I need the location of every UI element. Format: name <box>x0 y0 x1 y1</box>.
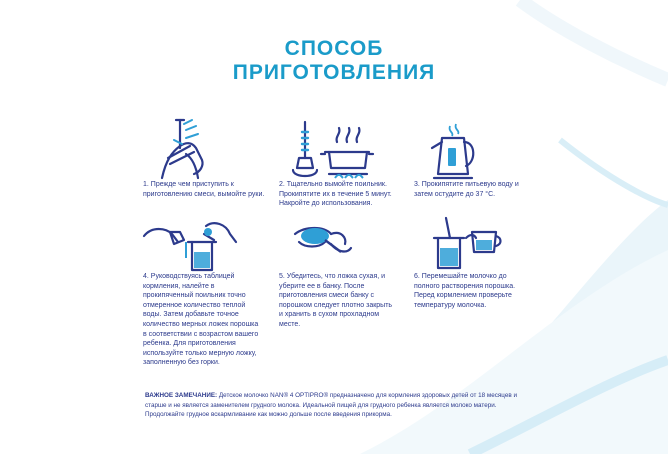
page-title <box>0 37 668 85</box>
step-6-text: 6. Перемешайте молочко до полного растворения порошка. Перед кормлением проверьте температуру молочка. <box>414 273 516 309</box>
step-2-text: 2. Тщательно вымойте поильник. Прокипятите их в течение 5 минут. Накройте до использования. <box>279 181 392 208</box>
bottle-boiling-icon <box>285 118 385 182</box>
important-note-text: Детское молочко NAN® 4 OPTIPRO® предназначено для кормления здоровых детей от 18 месяцев и старше и не является заменителем грудного молока. Идеальной пищей для грудного ребенка является молоко матери. Продолжайте грудное вскармливание как можно дольше после введения прикорма. <box>145 392 517 419</box>
title-line-2: ПРИГОТОВЛЕНИЯ <box>232 61 436 84</box>
kettle-icon <box>410 118 510 182</box>
title-line-1: СПОСОБ <box>284 37 384 60</box>
step-3-text: 3. Прокипятите питьевую воду и затем остудите до 37 °C. <box>414 181 519 198</box>
step-5-text: 5. Убедитесь, что ложка сухая, и уберите ее в банку. После приготовления смеси банку с порошком следует плотно закрыть и хранить в сухом прохладном месте. <box>279 273 393 328</box>
step-1-text: 1. Прежде чем приступить к приготовлению смеси, вымойте руки. <box>143 181 265 198</box>
scoop-icon <box>285 212 385 276</box>
important-note <box>145 391 525 420</box>
step-4-text: 4. Руководствуясь таблицей кормления, налейте в прокипяченный поильник точно отмеренное количество теплой воды. Затем добавьте точное количество мерных ложек порошка в соответствии с возрастом вашего ребенка. Для приготовления используйте только мерную ложку, заполненную без горки. <box>143 273 259 367</box>
pour-water-icon <box>140 212 240 276</box>
mixing-icon <box>410 212 510 276</box>
important-note-label: ВАЖНОЕ ЗАМЕЧАНИЕ: <box>145 392 218 399</box>
hand-washing-icon <box>140 118 240 182</box>
